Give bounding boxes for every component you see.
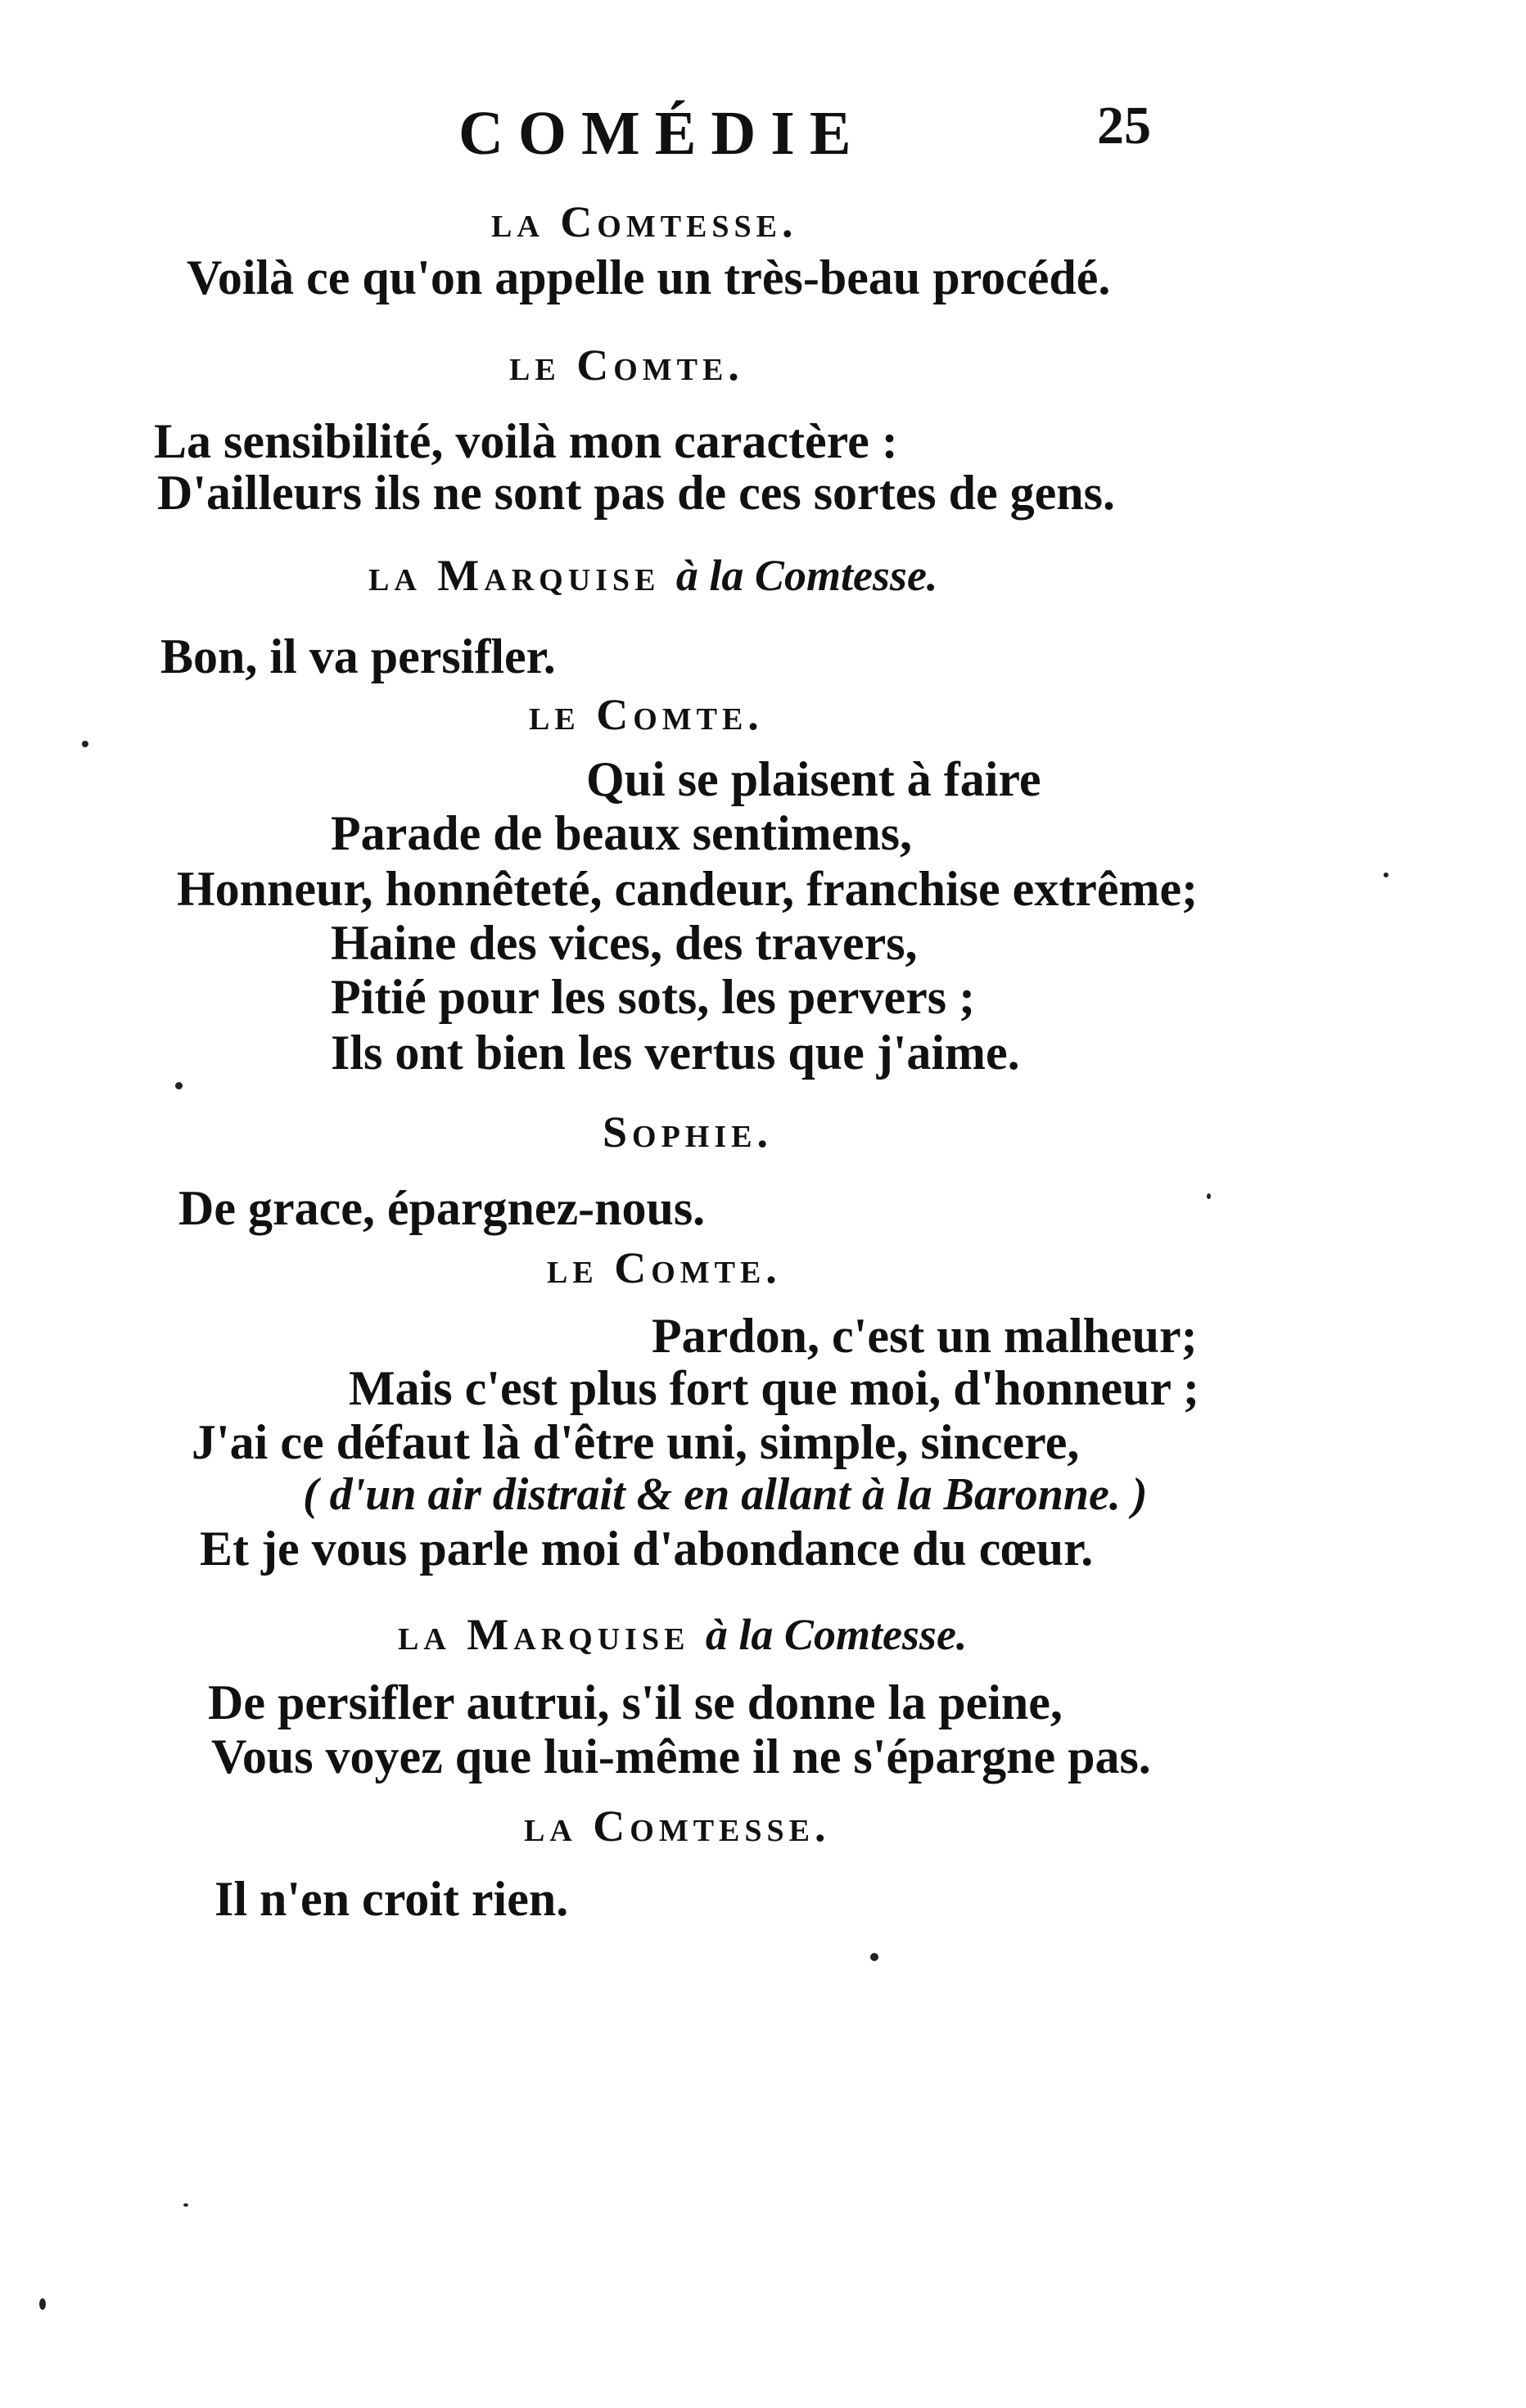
verse-line: Qui se plaisent à faire bbox=[586, 752, 1041, 806]
speaker-le-comte: le Comte. bbox=[547, 1243, 782, 1292]
verse-line: Vous voyez que lui-même il ne s'épargne pas. bbox=[211, 1729, 1151, 1783]
speaker-sophie: Sophie. bbox=[603, 1107, 773, 1157]
speaker-la-comtesse: la Comtesse. bbox=[491, 197, 798, 246]
verse-line: D'ailleurs ils ne sont pas de ces sortes de gens. bbox=[157, 466, 1115, 520]
speaker-le-comte: le Comte. bbox=[509, 340, 744, 390]
speaker-le-comte: le Comte. bbox=[529, 690, 764, 739]
verse-line: Et je vous parle moi d'abondance du cœur. bbox=[200, 1522, 1094, 1576]
verse-line: Honneur, honnêteté, candeur, franchise extrême; bbox=[177, 862, 1199, 916]
speaker-name: la Marquise bbox=[398, 1610, 690, 1659]
speaker-name: la Marquise bbox=[368, 551, 661, 600]
speaker-la-marquise bbox=[368, 550, 937, 601]
verse-line: Pardon, c'est un malheur; bbox=[652, 1309, 1198, 1363]
verse-line: Il n'en croit rien. bbox=[214, 1872, 569, 1926]
page-header bbox=[0, 98, 1526, 172]
verse-line: Pitié pour les sots, les pervers ; bbox=[331, 970, 976, 1024]
stage-direction: ( d'un air distrait & en allant à la Baronne. ) bbox=[303, 1469, 1148, 1520]
speaker-la-marquise bbox=[398, 1609, 967, 1660]
verse-line: Parade de beaux sentimens, bbox=[331, 806, 912, 860]
verse-line: Bon, il va persifler. bbox=[160, 629, 556, 683]
verse-line: J'ai ce défaut là d'être uni, simple, sincere, bbox=[192, 1415, 1080, 1469]
page-number: 25 bbox=[1097, 96, 1151, 156]
verse-line: La sensibilité, voilà mon caractère : bbox=[154, 414, 898, 468]
verse-line: De grace, épargnez-nous. bbox=[178, 1181, 706, 1235]
speaker-direction: à la Comtesse. bbox=[675, 551, 938, 600]
verse-line: De persifler autrui, s'il se donne la peine, bbox=[208, 1675, 1063, 1729]
running-title: COMÉDIE bbox=[458, 99, 866, 168]
speaker-la-comtesse: la Comtesse. bbox=[524, 1801, 831, 1851]
speaker-direction: à la Comtesse. bbox=[705, 1610, 968, 1659]
verse-line: Haine des vices, des travers, bbox=[331, 916, 918, 970]
verse-line: Ils ont bien les vertus que j'aime. bbox=[331, 1026, 1020, 1080]
verse-line: Mais c'est plus fort que moi, d'honneur ; bbox=[349, 1361, 1199, 1415]
verse-line: Voilà ce qu'on appelle un très-beau procédé. bbox=[187, 250, 1111, 304]
